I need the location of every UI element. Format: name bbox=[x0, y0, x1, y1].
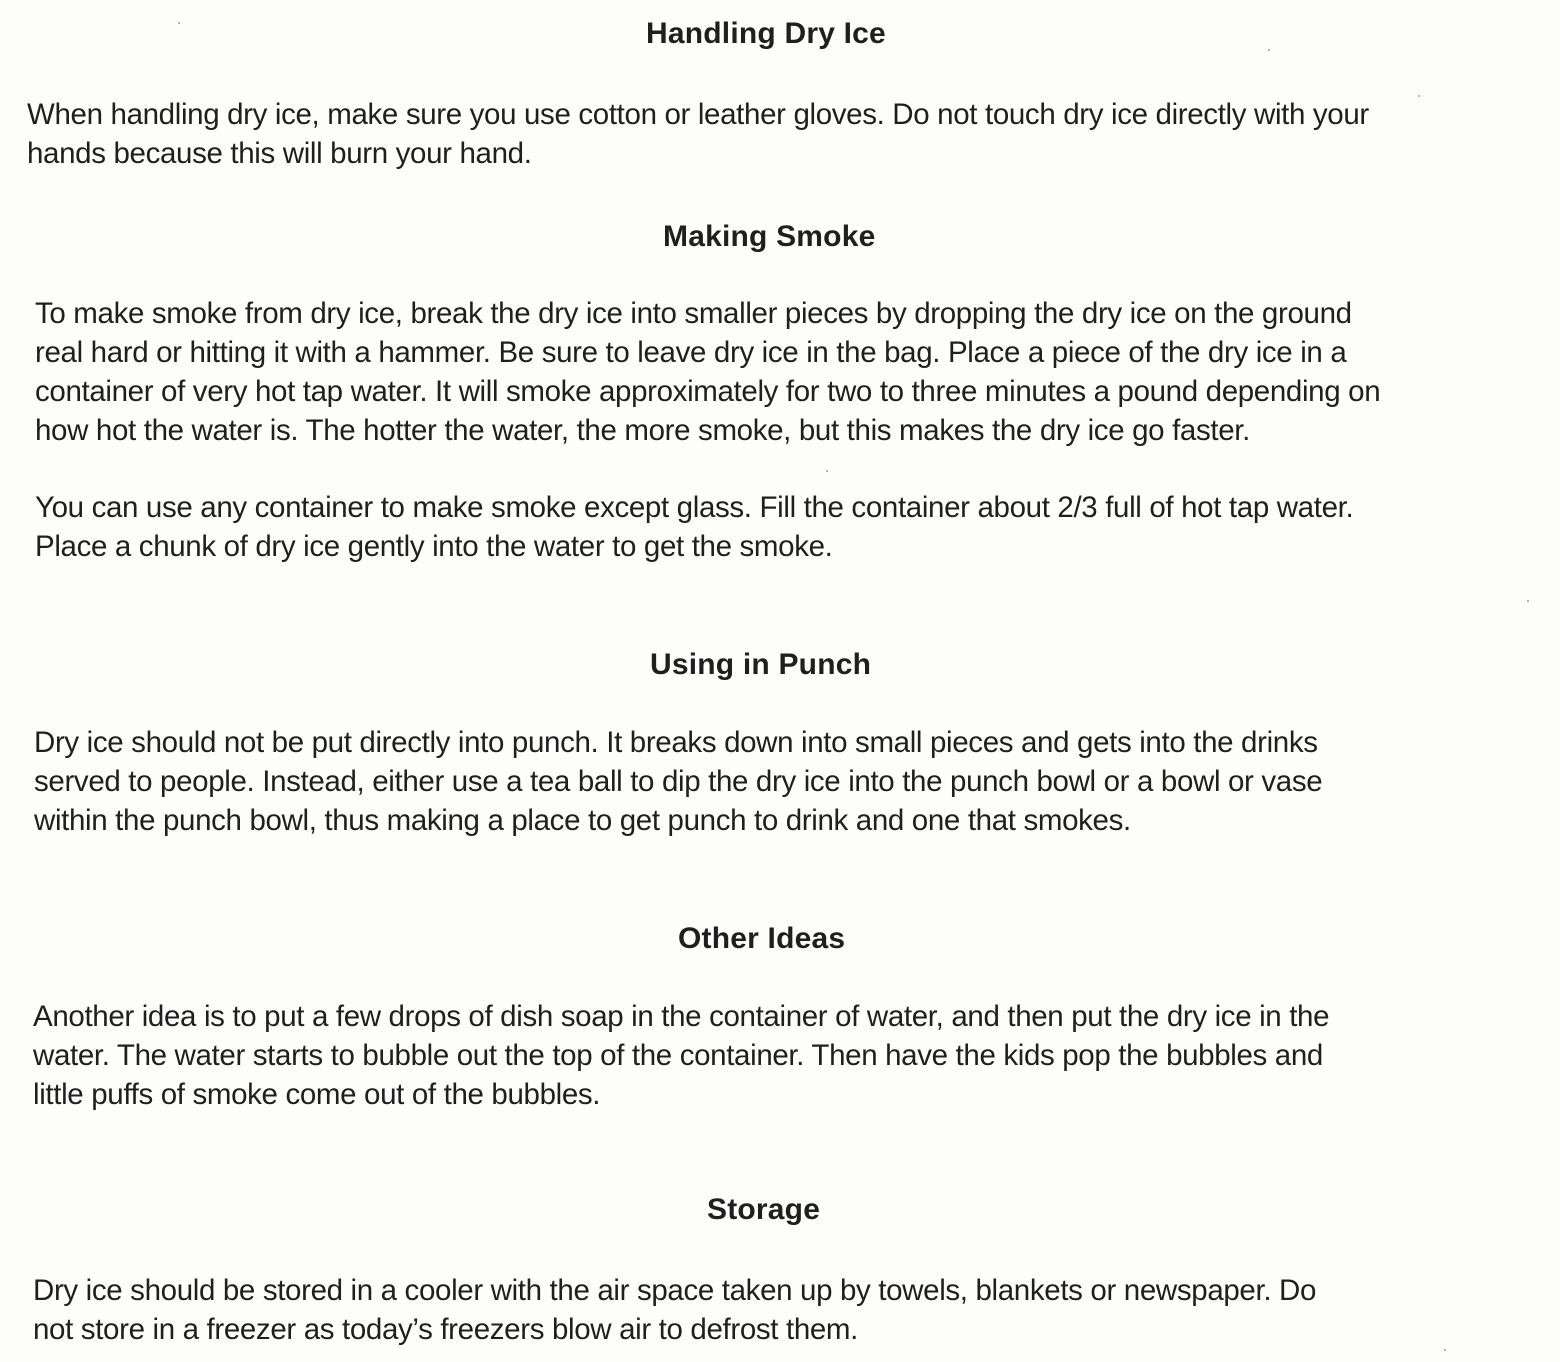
text-line: To make smoke from dry ice, break the dry ice into smaller pieces by dropping the dry ice on the ground bbox=[35, 297, 1352, 330]
scan-speck bbox=[1418, 95, 1420, 97]
scan-speck bbox=[178, 22, 180, 24]
paragraph-making-smoke-1 bbox=[35, 294, 1380, 450]
text-line: water. The water starts to bubble out the top of the container. Then have the kids pop the bubbles and bbox=[33, 1039, 1323, 1072]
text-line: container of very hot tap water. It will smoke approximately for two to three minutes a pound depending on bbox=[35, 375, 1381, 408]
scan-speck bbox=[1268, 49, 1270, 51]
text-line: Dry ice should be stored in a cooler with the air space taken up by towels, blankets or newspaper. Do bbox=[33, 1274, 1317, 1307]
text-line: little puffs of smoke come out of the bubbles. bbox=[33, 1078, 601, 1111]
text-line: served to people. Instead, either use a tea ball to dip the dry ice into the punch bowl or a bowl or vase bbox=[34, 765, 1323, 798]
text-line: You can use any container to make smoke except glass. Fill the container about 2/3 full of hot tap water. bbox=[35, 491, 1354, 524]
paragraph-handling-dry-ice bbox=[27, 95, 1369, 173]
text-line: real hard or hitting it with a hammer. Be sure to leave dry ice in the bag. Place a piece of the dry ice in a bbox=[35, 336, 1347, 369]
paragraph-making-smoke-2 bbox=[35, 488, 1353, 566]
scan-speck bbox=[1527, 600, 1529, 602]
text-line: Another idea is to put a few drops of dish soap in the container of water, and then put the dry ice in the bbox=[33, 1000, 1330, 1033]
text-line: not store in a freezer as today’s freezers blow air to defrost them. bbox=[33, 1313, 859, 1346]
heading-handling-dry-ice: Handling Dry Ice bbox=[646, 17, 886, 50]
heading-other-ideas: Other Ideas bbox=[678, 922, 846, 955]
paragraph-storage bbox=[33, 1271, 1316, 1349]
paragraph-other-ideas bbox=[33, 997, 1329, 1114]
heading-making-smoke: Making Smoke bbox=[663, 220, 876, 253]
text-line: Dry ice should not be put directly into punch. It breaks down into small pieces and gets into the drinks bbox=[34, 726, 1318, 759]
text-line: When handling dry ice, make sure you use cotton or leather gloves. Do not touch dry ice directly with your bbox=[27, 98, 1369, 131]
paragraph-using-in-punch bbox=[34, 723, 1322, 840]
text-line: within the punch bowl, thus making a place to get punch to drink and one that smokes. bbox=[34, 804, 1131, 837]
text-line: how hot the water is. The hotter the water, the more smoke, but this makes the dry ice go faster. bbox=[35, 414, 1250, 447]
scan-speck bbox=[1444, 1349, 1446, 1351]
text-line: Place a chunk of dry ice gently into the water to get the smoke. bbox=[35, 530, 833, 563]
heading-storage: Storage bbox=[707, 1193, 821, 1226]
heading-using-in-punch: Using in Punch bbox=[650, 648, 872, 681]
text-line: hands because this will burn your hand. bbox=[27, 137, 532, 170]
scan-speck bbox=[826, 470, 828, 472]
